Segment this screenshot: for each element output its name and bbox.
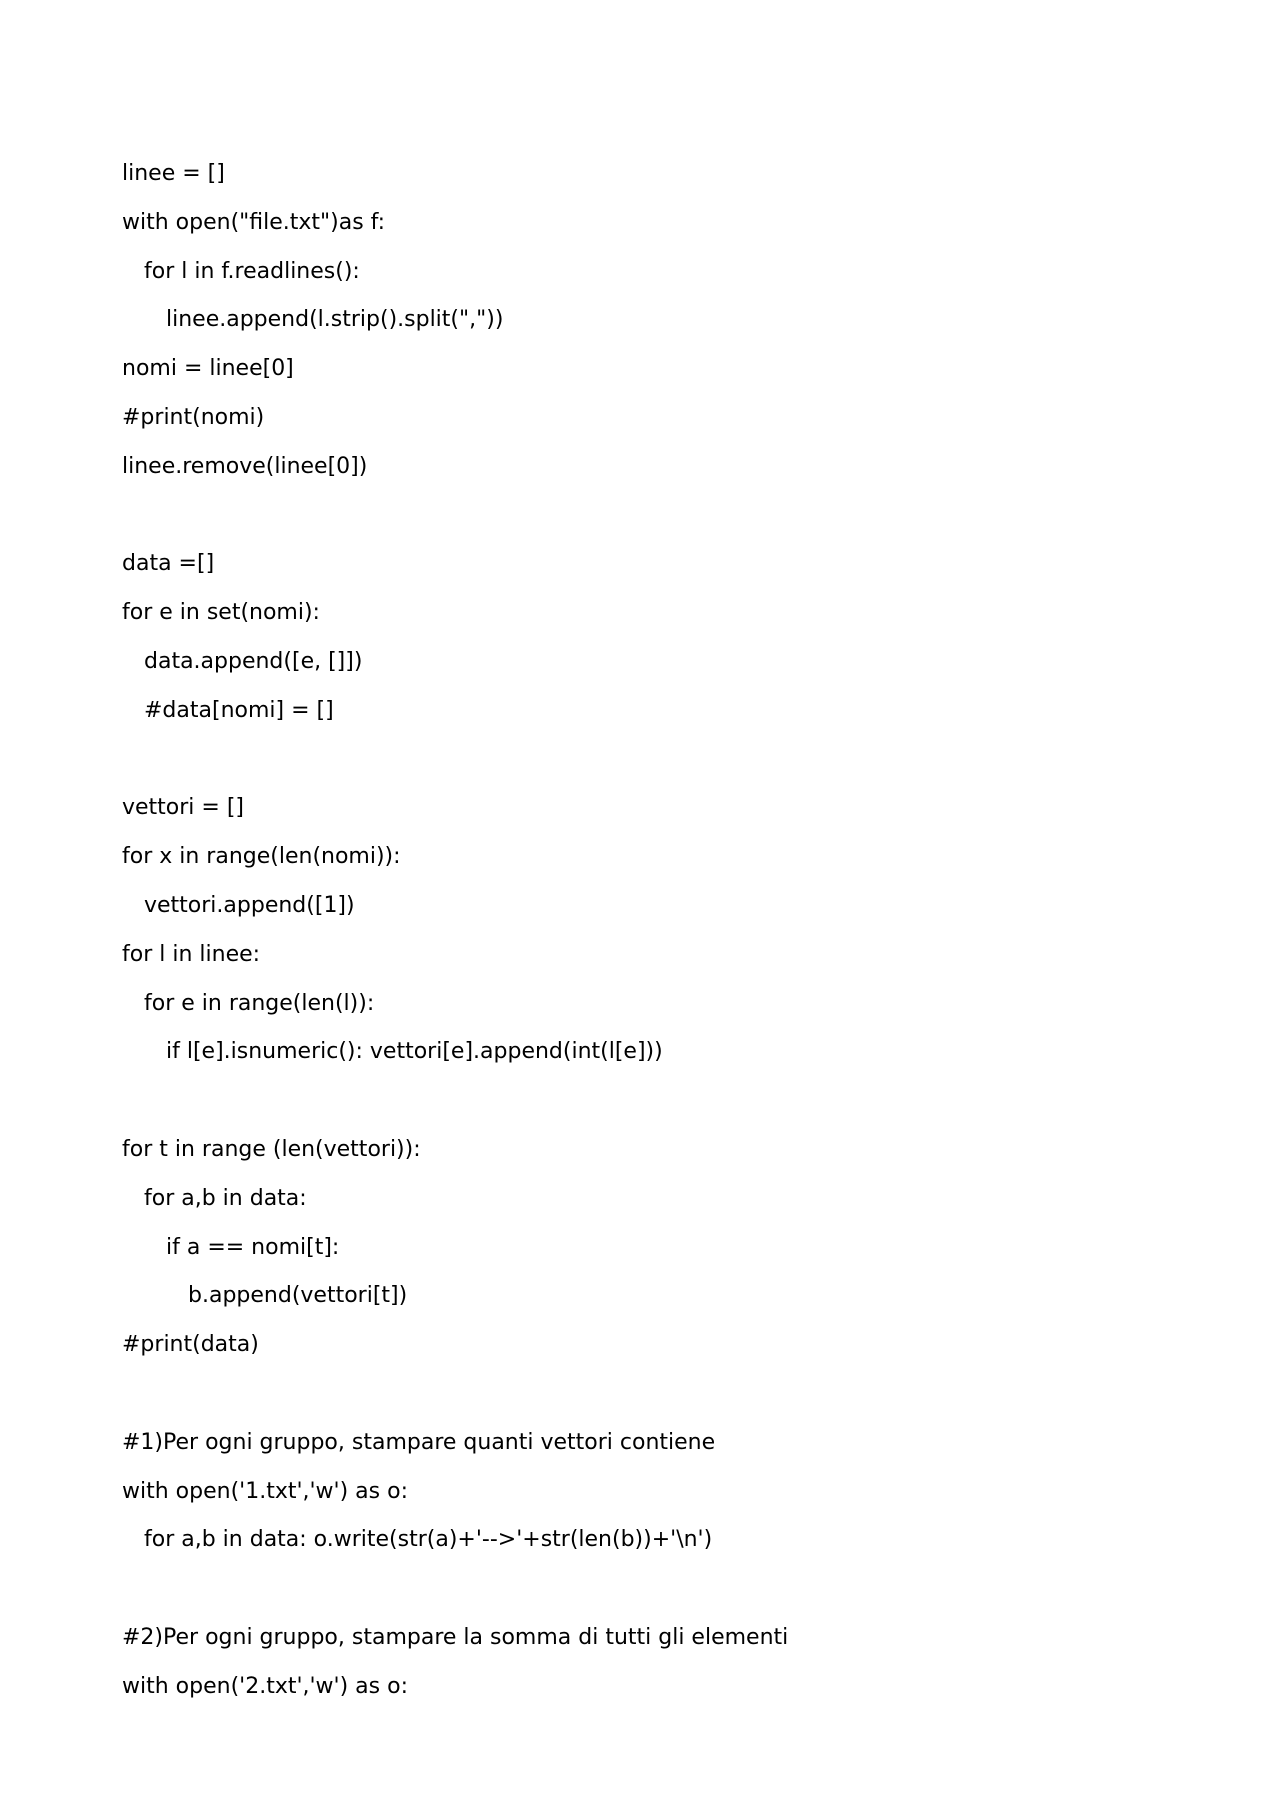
blank-line bbox=[122, 1077, 1162, 1126]
code-line: linee = [] bbox=[122, 161, 225, 186]
blank-line bbox=[122, 492, 1162, 541]
code-line: for l in linee: bbox=[122, 941, 261, 967]
code-line: for a,b in data: o.write(str(a)+'-->'+str(len(b))+'\n') bbox=[144, 1527, 713, 1553]
code-line: for l in f.readlines(): bbox=[144, 258, 360, 284]
code-line: vettori.append([1]) bbox=[144, 892, 355, 918]
code-line: data.append([e, []]) bbox=[144, 648, 363, 674]
code-line: #print(nomi) bbox=[122, 404, 265, 430]
code-line: with open('2.txt','w') as o: bbox=[122, 1673, 408, 1699]
code-line: for e in set(nomi): bbox=[122, 600, 320, 626]
code-line: for t in range (len(vettori)): bbox=[122, 1136, 421, 1162]
code-line: b.append(vettori[t]) bbox=[188, 1283, 408, 1309]
comment-line: #2)Per ogni gruppo, stampare la somma di tutti gli elementi bbox=[122, 1624, 789, 1650]
code-line: linee.remove(linee[0]) bbox=[122, 453, 368, 479]
code-line: nomi = linee[0] bbox=[122, 356, 294, 382]
code-line: data =[] bbox=[122, 551, 215, 577]
blank-line bbox=[122, 1565, 1162, 1614]
code-line: linee.append(l.strip().split(",")) bbox=[166, 307, 504, 333]
blank-line bbox=[122, 1370, 1162, 1419]
code-listing bbox=[122, 150, 1162, 1712]
comment-line: #1)Per ogni gruppo, stampare quanti vettori contiene bbox=[122, 1429, 716, 1455]
code-line: for x in range(len(nomi)): bbox=[122, 844, 401, 870]
code-line: with open('1.txt','w') as o: bbox=[122, 1478, 408, 1504]
code-line: vettori = [] bbox=[122, 795, 245, 821]
blank-line bbox=[122, 736, 1162, 785]
code-line: if a == nomi[t]: bbox=[166, 1234, 340, 1260]
code-line: #print(data) bbox=[122, 1332, 259, 1358]
code-line: for e in range(len(l)): bbox=[144, 990, 375, 1016]
code-line: for a,b in data: bbox=[144, 1185, 307, 1211]
code-line: if l[e].isnumeric(): vettori[e].append(int(l[e])) bbox=[166, 1039, 663, 1065]
code-line: #data[nomi] = [] bbox=[144, 697, 334, 723]
code-line: with open("file.txt")as f: bbox=[122, 209, 386, 235]
